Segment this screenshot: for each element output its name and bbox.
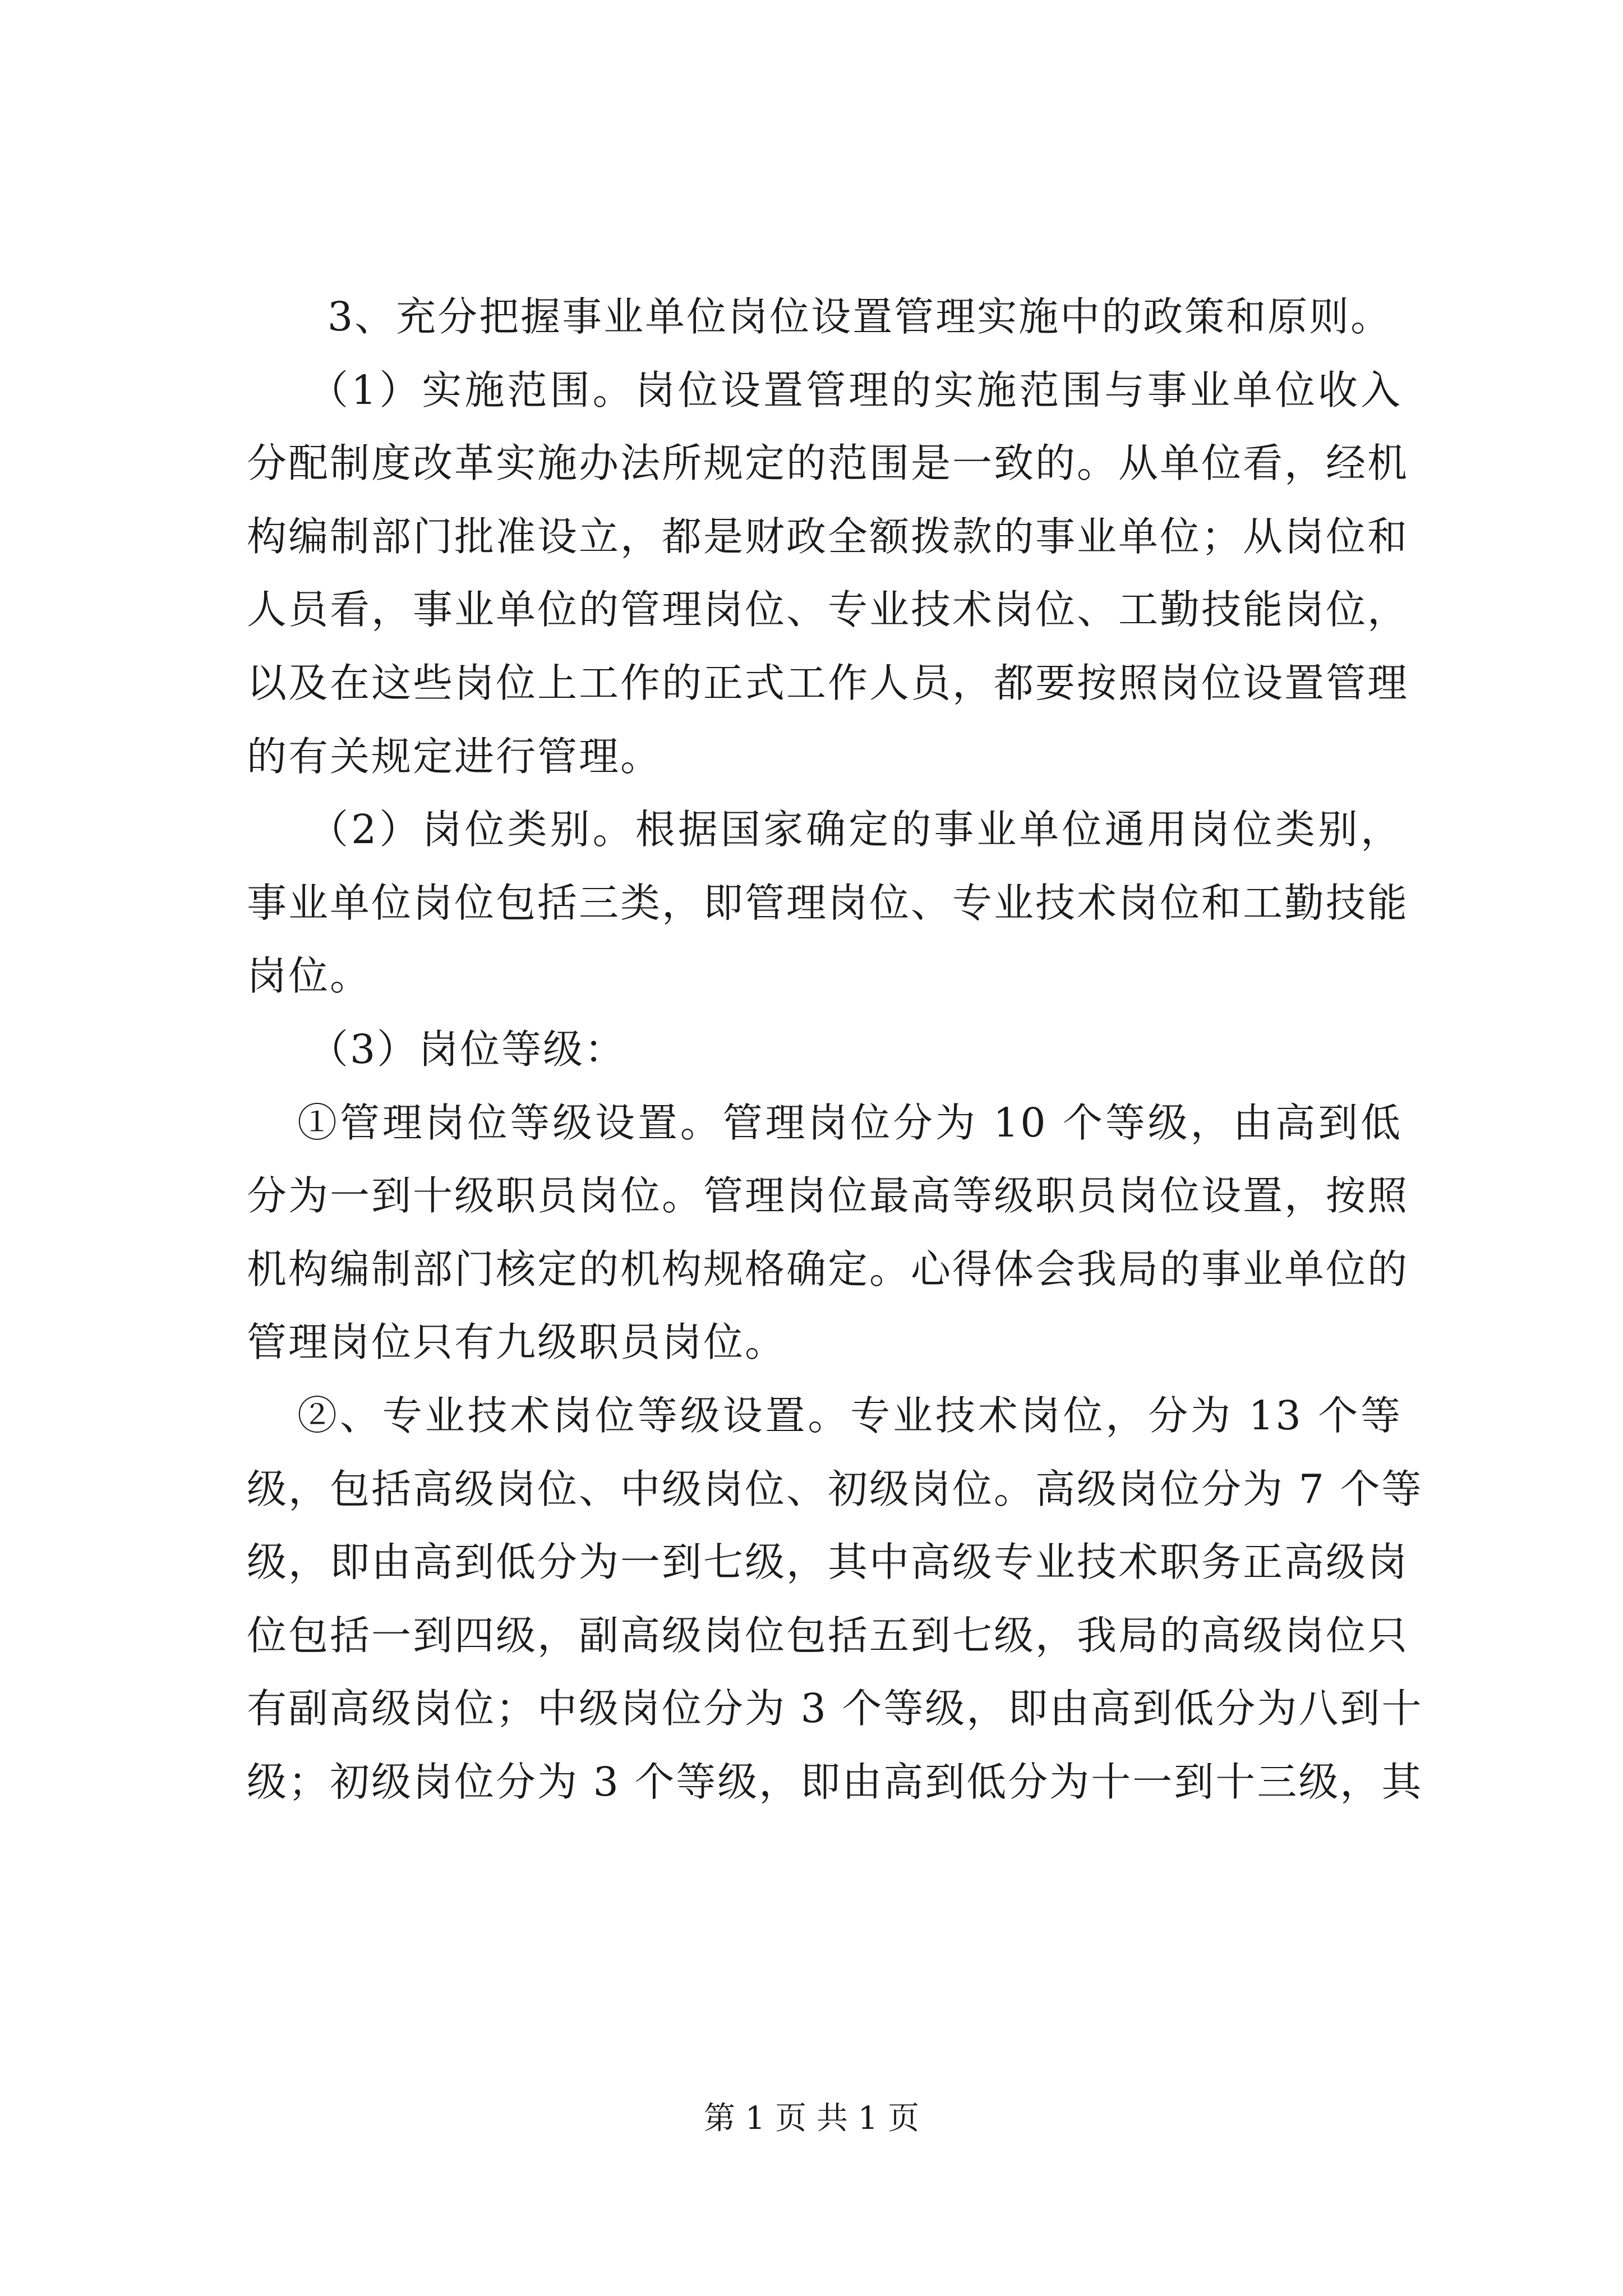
text-line: 级，包括高级岗位、中级岗位、初级岗位。高级岗位分为 7 个等 — [247, 1465, 1423, 1512]
text-line: （1）实施范围。岗位设置管理的实施范围与事业单位收入 — [308, 366, 1402, 413]
text-line: 3、充分把握事业单位岗位设置管理实施中的政策和原则。 — [328, 293, 1393, 340]
text-line: 分配制度改革实施办法所规定的范围是一致的。从单位看，经机 — [247, 440, 1409, 487]
paragraph-grade-heading — [247, 1013, 1402, 1087]
text-line: 位包括一到四级，副高级岗位包括五到七级，我局的高级岗位只 — [247, 1612, 1409, 1659]
page-number-label: 第 1 页 共 1 页 — [703, 2100, 920, 2137]
text-line: 事业单位岗位包括三类，即管理岗位、专业技术岗位和工勤技能 — [247, 879, 1409, 926]
text-line: 管理岗位只有九级职员岗位。 — [247, 1319, 787, 1366]
page-footer — [0, 2099, 1623, 2138]
text-line: 以及在这些岗位上工作的正式工作人员，都要按照岗位设置管理 — [247, 659, 1409, 706]
paragraph-category — [247, 793, 1409, 1013]
text-line: （2）岗位类别。根据国家确定的事业单位通用岗位类别， — [308, 806, 1402, 853]
paragraph-scope — [247, 354, 1409, 794]
text-line: 有副高级岗位；中级岗位分为 3 个等级，即由高到低分为八到十 — [247, 1685, 1423, 1732]
paragraph-management-grade — [247, 1087, 1409, 1379]
text-line: ②、专业技术岗位等级设置。专业技术岗位，分为 13 个等 — [297, 1392, 1402, 1439]
text-line: 级；初级岗位分为 3 个等级，即由高到低分为十一到十三级，其 — [247, 1758, 1423, 1805]
paragraph-heading-3 — [247, 280, 1402, 354]
text-line: （3）岗位等级： — [308, 1025, 626, 1073]
text-line: 分为一到十级职员岗位。管理岗位最高等级职员岗位设置，按照 — [247, 1172, 1409, 1220]
text-line: 构编制部门批准设立，都是财政全额拨款的事业单位；从岗位和 — [247, 513, 1409, 560]
text-line: 的有关规定进行管理。 — [247, 733, 662, 780]
text-line: 级，即由高到低分为一到七级，其中高级专业技术职务正高级岗 — [247, 1539, 1409, 1586]
text-line: ①管理岗位等级设置。管理岗位分为 10 个等级，由高到低 — [297, 1099, 1402, 1146]
paragraph-technical-grade — [247, 1379, 1423, 1819]
text-line: 机构编制部门核定的机构规格确定。心得体会我局的事业单位的 — [247, 1245, 1409, 1292]
text-line: 岗位。 — [247, 953, 372, 1000]
document-body — [247, 280, 1423, 1819]
text-line: 人员看，事业单位的管理岗位、专业技术岗位、工勤技能岗位， — [247, 586, 1409, 633]
